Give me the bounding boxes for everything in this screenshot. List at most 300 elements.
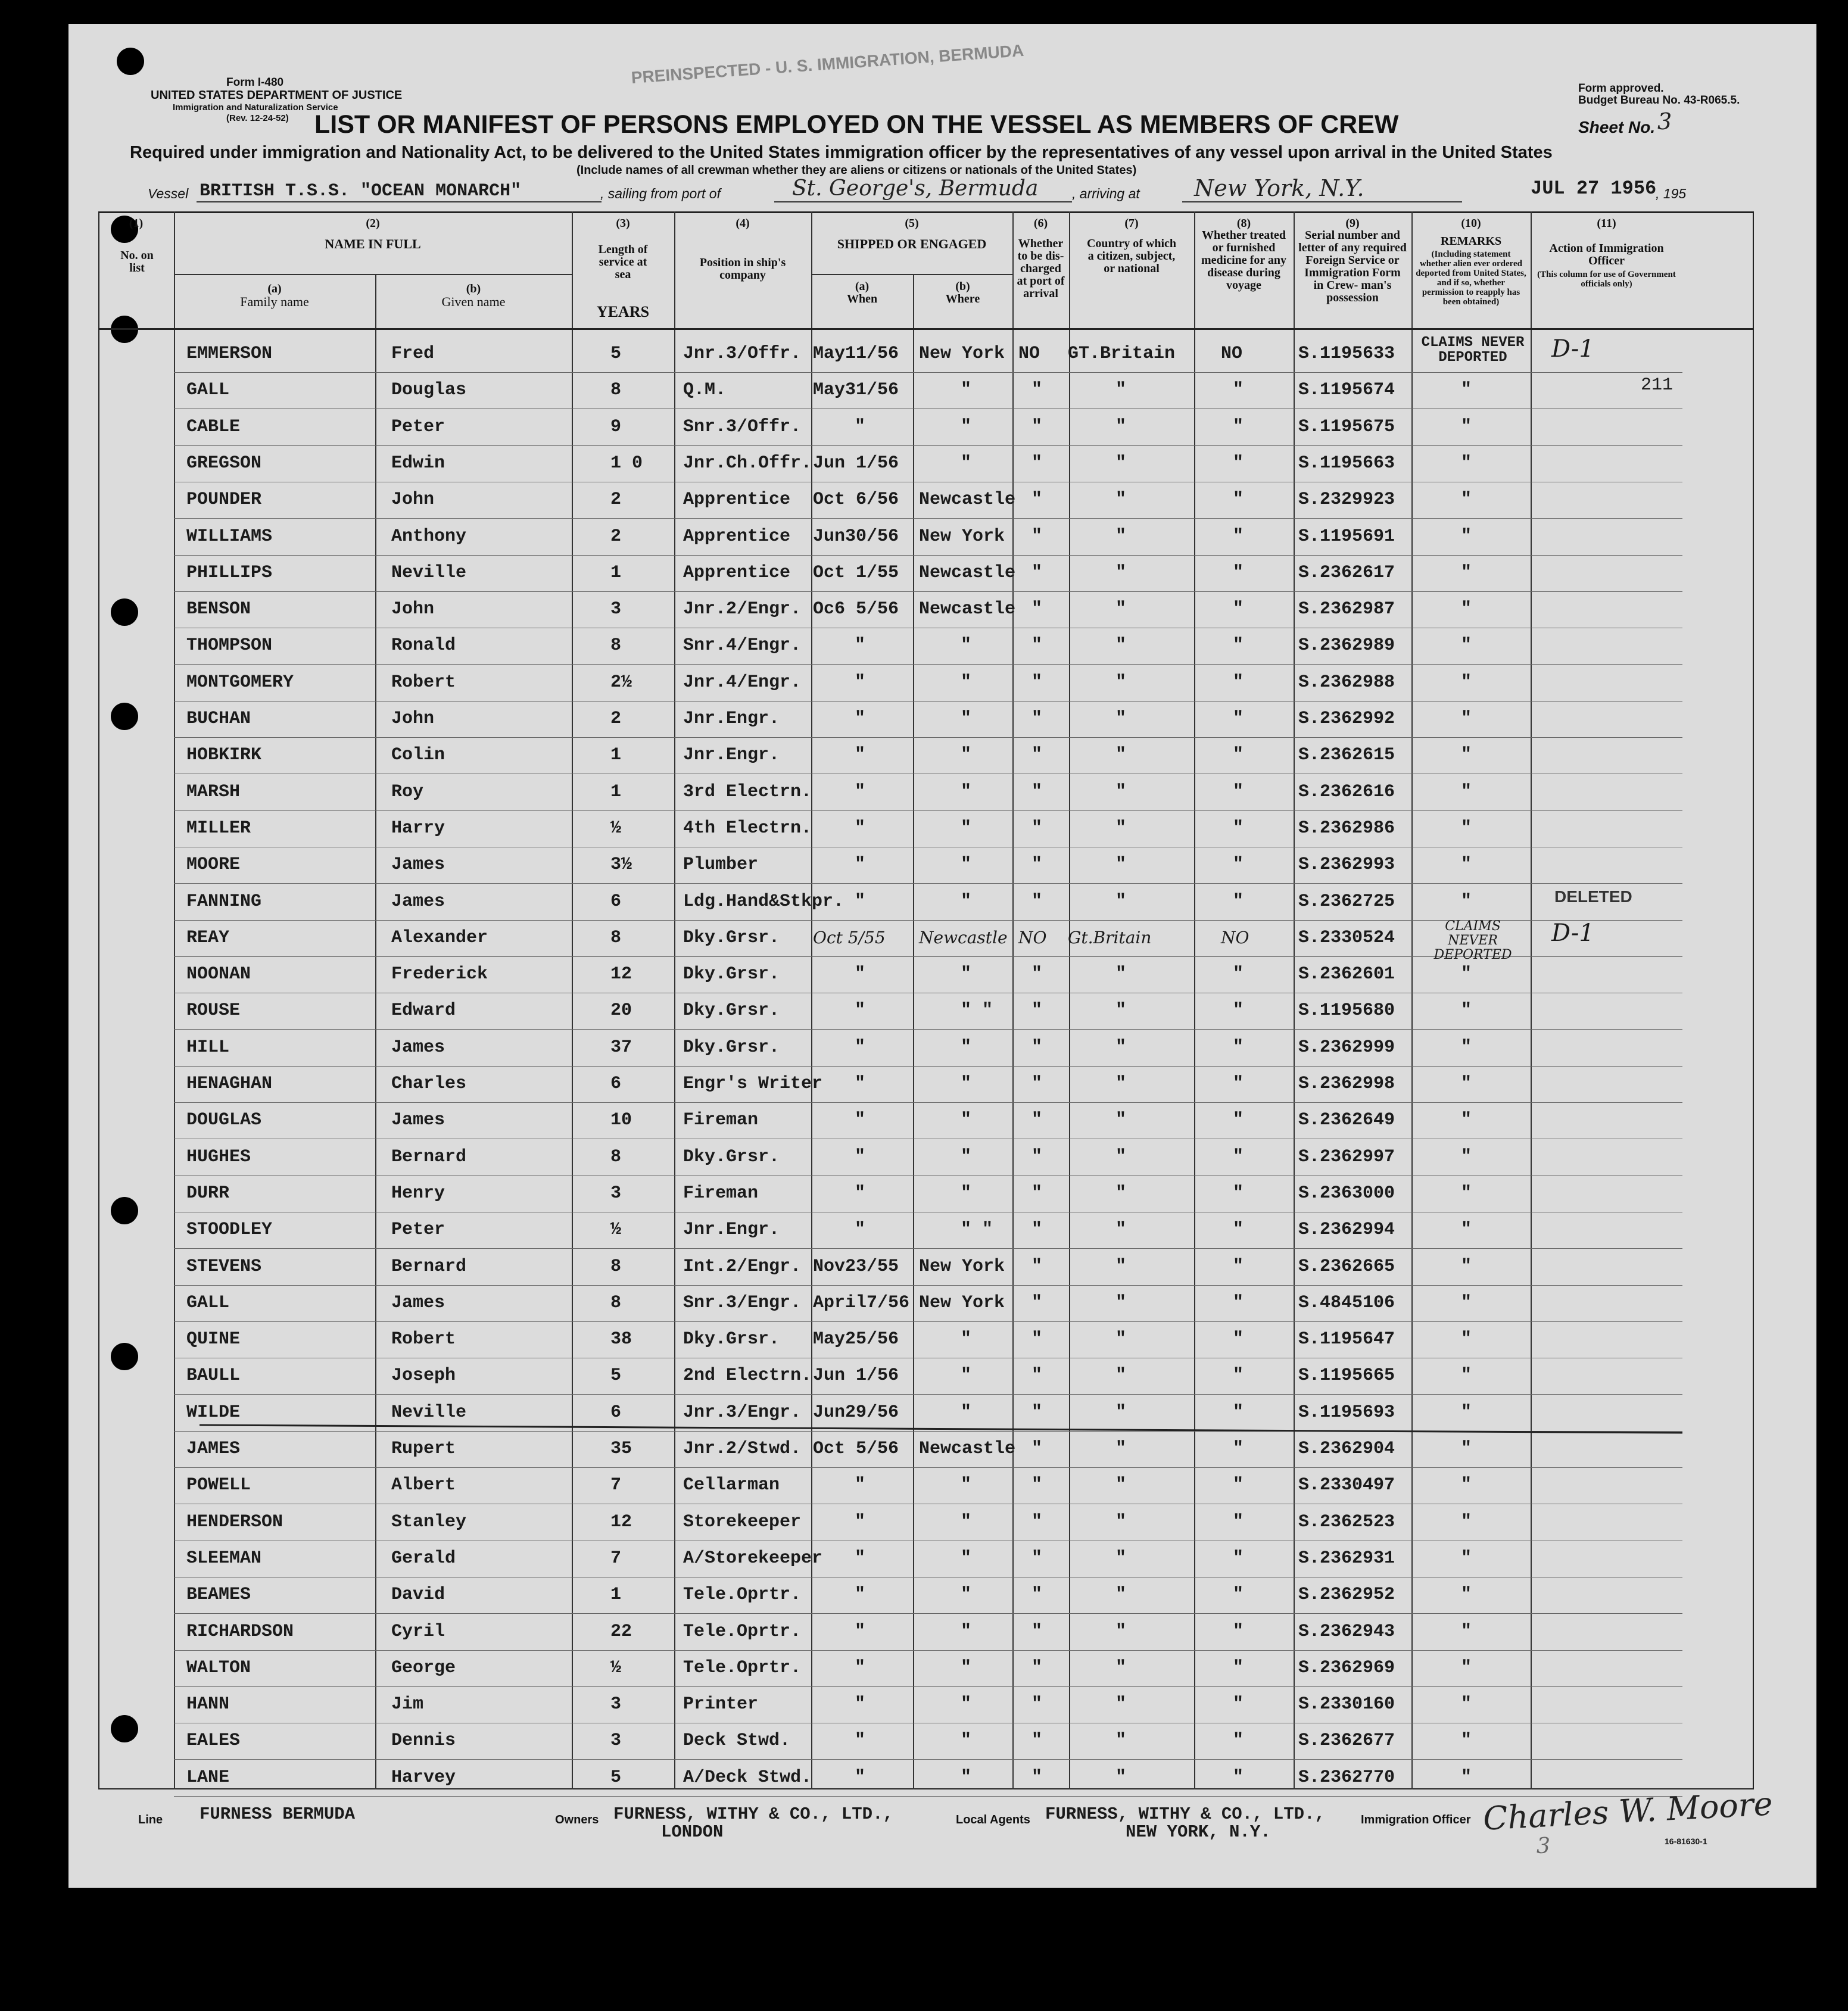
family-name-cell: POUNDER (186, 490, 262, 510)
crew-table (98, 211, 1754, 1789)
remarks-cell: " (1461, 1183, 1472, 1204)
given-name-cell: Gerald (391, 1548, 456, 1569)
family-name-cell: HENDERSON (186, 1512, 283, 1532)
discharged-cell: " (1031, 1402, 1043, 1423)
family-name-cell: CABLE (186, 417, 241, 437)
given-name-cell: Henry (391, 1183, 445, 1204)
discharged-cell: " (1031, 1475, 1043, 1495)
given-name-cell: Charles (391, 1074, 467, 1094)
medicine-cell: NO (1221, 344, 1243, 364)
discharged-cell: " (1031, 417, 1043, 437)
discharged-cell: " (1031, 1147, 1043, 1167)
serial-number-cell: S.2362952 (1298, 1585, 1395, 1605)
agents-city: NEW YORK, N.Y. (1126, 1822, 1271, 1842)
col-divider (674, 211, 675, 1789)
given-name-cell: Ronald (391, 635, 456, 656)
remarks-cell: " (1461, 453, 1472, 473)
remarks-cell: " (1461, 855, 1472, 875)
years-at-sea-cell: 2½ (610, 672, 632, 693)
remarks-cell: " (1461, 1074, 1472, 1094)
col10-note: (Including statement whether alien ever ordered deported from United States, and if so, whether permission to reapply has been obtained) (1416, 250, 1526, 307)
shipped-where-cell: " " (961, 1220, 993, 1240)
given-name-cell: James (391, 855, 445, 875)
given-name-cell: Edwin (391, 453, 445, 473)
shipped-where-cell: " " (961, 1000, 993, 1021)
medicine-cell: " (1233, 563, 1244, 583)
family-name-cell: HENAGHAN (186, 1074, 273, 1094)
family-name-cell: MILLER (186, 818, 251, 838)
serial-number-cell: S.2362616 (1298, 782, 1395, 802)
remarks-cell: " (1461, 672, 1472, 693)
remarks-cell: " (1461, 1402, 1472, 1423)
years-at-sea-cell: ½ (610, 1658, 622, 1678)
col11-note: (This column for use of Government officials only) (1537, 270, 1676, 289)
subheader-line-shipped (811, 274, 1012, 275)
position-cell: Snr.3/Engr. (683, 1293, 802, 1313)
country-cell: " (1115, 453, 1127, 473)
row-rule (174, 555, 1682, 556)
position-cell: Jnr.Engr. (683, 1220, 780, 1240)
row-rule (174, 1029, 1682, 1030)
medicine-cell: " (1233, 1585, 1244, 1605)
discharged-cell: " (1031, 563, 1043, 583)
medicine-cell: " (1233, 599, 1244, 619)
given-name-cell: Edward (391, 1000, 456, 1021)
serial-number-cell: S.2362677 (1298, 1731, 1395, 1751)
family-name-cell: HUGHES (186, 1147, 251, 1167)
family-name-cell: GREGSON (186, 453, 262, 473)
given-name-cell: Albert (391, 1475, 456, 1495)
remarks-cell: CLAIMS NEVER DEPORTED (1421, 335, 1525, 366)
row-rule (174, 810, 1682, 811)
col9-header: Serial number and letter of any required Foreign Service or Immigration Form in Crew- man's possession (1298, 229, 1407, 304)
row-rule (174, 1248, 1682, 1249)
shipped-when-cell: " (855, 818, 866, 838)
years-at-sea-cell: 1 (610, 1585, 622, 1605)
shipped-where-cell: New York (919, 1257, 1005, 1277)
medicine-cell: " (1233, 672, 1244, 693)
family-name-cell: WILDE (186, 1402, 241, 1423)
sailing-port: St. George's, Bermuda (792, 176, 1039, 201)
position-cell: Jnr.Ch.Offr. (683, 453, 812, 473)
serial-number-cell: S.2362987 (1298, 599, 1395, 619)
medicine-cell: " (1233, 1037, 1244, 1058)
shipped-when-cell: " (855, 1622, 866, 1642)
row-rule (174, 883, 1682, 884)
family-name-cell: SLEEMAN (186, 1548, 262, 1569)
discharged-cell: " (1031, 1000, 1043, 1021)
position-cell: A/Storekeeper (683, 1548, 823, 1569)
position-cell: Dky.Grsr. (683, 928, 780, 948)
given-name-cell: Joseph (391, 1365, 456, 1386)
position-cell: Dky.Grsr. (683, 1037, 780, 1058)
discharged-cell: " (1031, 1293, 1043, 1313)
country-cell: " (1115, 1694, 1127, 1714)
family-name-cell: MOORE (186, 855, 241, 875)
family-name-cell: WILLIAMS (186, 526, 273, 547)
country-cell: " (1115, 855, 1127, 875)
shipped-when-cell: " (855, 1183, 866, 1204)
shipped-where-cell: " (961, 1767, 972, 1788)
country-cell: " (1115, 891, 1127, 912)
years-at-sea-cell: 35 (610, 1439, 632, 1459)
shipped-when-cell: Nov23/55 (813, 1257, 899, 1277)
serial-number-cell: S.2362601 (1298, 964, 1395, 984)
shipped-where-cell: " (961, 635, 972, 656)
line-label: Line (138, 1813, 163, 1826)
shipped-where-cell: " (961, 1694, 972, 1714)
col2b-id: (b) (466, 282, 481, 295)
shipped-where-cell: " (961, 1329, 972, 1349)
shipped-where-cell: Newcastle (919, 928, 1008, 947)
arriving-port: New York, N.Y. (1194, 175, 1364, 201)
discharged-cell: " (1031, 1548, 1043, 1569)
serial-number-cell: S.2330524 (1298, 928, 1395, 948)
col2-header: NAME IN FULL (325, 236, 421, 251)
shipped-when-cell: " (855, 745, 866, 765)
position-cell: Engr's Writer (683, 1074, 823, 1094)
owners-name: FURNESS, WITHY & CO., LTD., (613, 1804, 893, 1824)
owners-city: LONDON (661, 1822, 724, 1842)
remarks-cell: CLAIMS NEVER DEPORTED (1433, 919, 1512, 962)
col7-header: Country of which a citizen, subject, or national (1086, 237, 1176, 275)
shipped-where-cell: " (961, 1475, 972, 1495)
country-cell: " (1115, 599, 1127, 619)
position-cell: Q.M. (683, 380, 727, 400)
subtitle: Required under immigration and Nationality Act, to be delivered to the United States immigration officer by the representatives of any vessel upon arrival in the United States (130, 143, 1553, 162)
sheet-label: Sheet No. (1578, 118, 1656, 136)
given-name-cell: James (391, 1037, 445, 1058)
shipped-when-cell: Oct 6/56 (813, 490, 899, 510)
position-cell: Printer (683, 1694, 759, 1714)
country-cell: " (1115, 1658, 1127, 1678)
medicine-cell: " (1233, 745, 1244, 765)
medicine-cell: " (1233, 635, 1244, 656)
medicine-cell: " (1233, 453, 1244, 473)
shipped-when-cell: Oct 5/56 (813, 1439, 899, 1459)
shipped-when-cell: May31/56 (813, 380, 899, 400)
col2a-id: (a) (267, 282, 282, 295)
country-cell: " (1115, 1147, 1127, 1167)
country-cell: " (1115, 1622, 1127, 1642)
remarks-cell: " (1461, 891, 1472, 912)
given-name-cell: Rupert (391, 1439, 456, 1459)
budget-bureau: Budget Bureau No. 43-R065.5. (1578, 94, 1740, 107)
country-cell: " (1115, 1439, 1127, 1459)
row-rule (174, 445, 1682, 446)
sailing-label: , sailing from port of (600, 186, 721, 201)
shipped-where-cell: New York (919, 344, 1005, 364)
serial-number-cell: S.2362931 (1298, 1548, 1395, 1569)
col1-header: No. on list (120, 249, 154, 275)
col-divider (1012, 211, 1014, 1789)
given-name-cell: Colin (391, 745, 445, 765)
given-name-cell: George (391, 1658, 456, 1678)
years-at-sea-cell: 2 (610, 709, 622, 729)
medicine-cell: " (1233, 1731, 1244, 1751)
given-name-cell: Roy (391, 782, 424, 802)
remarks-cell: " (1461, 782, 1472, 802)
years-at-sea-cell: ½ (610, 818, 622, 838)
medicine-cell: " (1233, 1548, 1244, 1569)
family-name-cell: QUINE (186, 1329, 241, 1349)
country-cell: " (1115, 1293, 1127, 1313)
years-at-sea-cell: 8 (610, 380, 622, 400)
serial-number-cell: S.1195675 (1298, 417, 1395, 437)
serial-number-cell: S.2362992 (1298, 709, 1395, 729)
given-name-cell: Bernard (391, 1257, 467, 1277)
page-title: LIST OR MANIFEST OF PERSONS EMPLOYED ON THE VESSEL AS MEMBERS OF CREW (314, 110, 1399, 139)
shipped-when-cell: " (855, 1512, 866, 1532)
shipped-when-cell: Jun30/56 (813, 526, 899, 547)
country-cell: " (1115, 380, 1127, 400)
shipped-where-cell: " (961, 1731, 972, 1751)
medicine-cell: " (1233, 1329, 1244, 1349)
family-name-cell: BEAMES (186, 1585, 251, 1605)
given-name-cell: Jim (391, 1694, 424, 1714)
position-cell: Tele.Oprtr. (683, 1658, 802, 1678)
remarks-cell: " (1461, 1257, 1472, 1277)
remarks-cell: " (1461, 1147, 1472, 1167)
family-name-cell: RICHARDSON (186, 1622, 294, 1642)
years-at-sea-cell: 3 (610, 1694, 622, 1714)
medicine-cell: " (1233, 1622, 1244, 1642)
discharged-cell: " (1031, 1767, 1043, 1788)
remarks-cell: " (1461, 380, 1472, 400)
discharged-cell: " (1031, 1439, 1043, 1459)
country-cell: " (1115, 709, 1127, 729)
shipped-when-cell: April7/56 (813, 1293, 910, 1313)
owners-label: Owners (555, 1813, 599, 1826)
officer-action-cell: 211 (1641, 375, 1674, 395)
given-name-cell: James (391, 891, 445, 912)
remarks-cell: " (1461, 1585, 1472, 1605)
family-name-cell: LANE (186, 1767, 230, 1788)
country-cell: " (1115, 635, 1127, 656)
medicine-cell: " (1233, 1110, 1244, 1130)
given-name-cell: Neville (391, 563, 467, 583)
given-name-cell: John (391, 599, 435, 619)
remarks-cell: " (1461, 1110, 1472, 1130)
years-at-sea-cell: 1 (610, 782, 622, 802)
medicine-cell: " (1233, 1293, 1244, 1313)
medicine-cell: " (1233, 1767, 1244, 1788)
row-rule (174, 518, 1682, 519)
discharged-cell: " (1031, 1257, 1043, 1277)
shipped-when-cell: Jun29/56 (813, 1402, 899, 1423)
medicine-cell: " (1233, 1475, 1244, 1495)
discharged-cell: " (1031, 782, 1043, 802)
given-name-cell: Douglas (391, 380, 467, 400)
remarks-cell: " (1461, 1512, 1472, 1532)
serial-number-cell: S.2362649 (1298, 1110, 1395, 1130)
country-cell: " (1115, 526, 1127, 547)
remarks-cell: " (1461, 964, 1472, 984)
shipped-when-cell: Oct 1/55 (813, 563, 899, 583)
shipped-when-cell: " (855, 964, 866, 984)
discharged-cell: " (1031, 1658, 1043, 1678)
shipped-where-cell: " (961, 1548, 972, 1569)
given-name-cell: John (391, 709, 435, 729)
col-divider (1411, 211, 1413, 1789)
col5-header: SHIPPED OR ENGAGED (837, 236, 987, 251)
serial-number-cell: S.1195691 (1298, 526, 1395, 547)
revision: (Rev. 12-24-52) (226, 113, 289, 123)
row-rule (174, 1321, 1682, 1322)
col6-number: (6) (1033, 217, 1048, 230)
col10-header: REMARKS (1440, 235, 1502, 248)
serial-number-cell: S.2362997 (1298, 1147, 1395, 1167)
family-name-cell: REAY (186, 928, 230, 948)
country-cell: " (1115, 1110, 1127, 1130)
country-cell: " (1115, 417, 1127, 437)
years-at-sea-cell: 10 (610, 1110, 632, 1130)
discharged-cell: " (1031, 1329, 1043, 1349)
discharged-cell: " (1031, 855, 1043, 875)
given-name-cell: Harvey (391, 1767, 456, 1788)
remarks-cell: " (1461, 526, 1472, 547)
remarks-cell: " (1461, 1658, 1472, 1678)
medicine-cell: " (1233, 818, 1244, 838)
shipped-when-cell: " (855, 1658, 866, 1678)
year-suffix: , 195 (1656, 186, 1687, 201)
country-cell: " (1115, 1512, 1127, 1532)
shipped-where-cell: " (961, 380, 972, 400)
serial-number-cell: S.1195633 (1298, 344, 1395, 364)
medicine-cell: " (1233, 1439, 1244, 1459)
serial-number-cell: S.1195665 (1298, 1365, 1395, 1386)
family-name-cell: BAULL (186, 1365, 241, 1386)
family-name-cell: GALL (186, 1293, 230, 1313)
family-name-cell: GALL (186, 380, 230, 400)
position-cell: Snr.4/Engr. (683, 635, 802, 656)
family-name-cell: WALTON (186, 1658, 251, 1678)
position-cell: Apprentice (683, 490, 791, 510)
family-name-cell: HOBKIRK (186, 745, 262, 765)
family-name-cell: NOONAN (186, 964, 251, 984)
position-cell: Dky.Grsr. (683, 1147, 780, 1167)
position-cell: 4th Electrn. (683, 818, 812, 838)
shipped-when-cell: " (855, 672, 866, 693)
position-cell: Jnr.2/Engr. (683, 599, 802, 619)
discharged-cell: " (1031, 745, 1043, 765)
discharged-cell: " (1031, 1731, 1043, 1751)
remarks-cell: " (1461, 1037, 1472, 1058)
col5b-id: (b) (955, 280, 970, 293)
years-at-sea-cell: ½ (610, 1220, 622, 1240)
shipped-when-cell: " (855, 1548, 866, 1569)
shipped-when-cell: " (855, 891, 866, 912)
punch-hole (117, 48, 144, 75)
country-cell: " (1115, 1183, 1127, 1204)
discharged-cell: " (1031, 1622, 1043, 1642)
shipped-where-cell: " (961, 1402, 972, 1423)
position-cell: Int.2/Engr. (683, 1257, 802, 1277)
country-cell: " (1115, 1548, 1127, 1569)
remarks-cell: " (1461, 1767, 1472, 1788)
remarks-cell: " (1461, 1439, 1472, 1459)
shipped-when-cell: " (855, 1110, 866, 1130)
discharged-cell: " (1031, 709, 1043, 729)
position-cell: Jnr.3/Engr. (683, 1402, 802, 1423)
col2a-header: Family name (240, 294, 309, 309)
include-note: (Include names of all crewman whether they are aliens or citizens or nationals of the United States) (576, 164, 1137, 177)
shipped-where-cell: New York (919, 1293, 1005, 1313)
remarks-cell: " (1461, 1475, 1472, 1495)
shipped-when-cell: Oc6 5/56 (813, 599, 899, 619)
years-at-sea-cell: 5 (610, 1767, 622, 1788)
discharged-cell: NO (1018, 344, 1040, 364)
medicine-cell: " (1233, 1147, 1244, 1167)
discharged-cell: NO (1018, 928, 1047, 947)
medicine-cell: " (1233, 1000, 1244, 1021)
col9-number: (9) (1345, 217, 1360, 230)
remarks-cell: " (1461, 417, 1472, 437)
family-name-cell: MONTGOMERY (186, 672, 294, 693)
shipped-when-cell: May11/56 (813, 344, 899, 364)
years-at-sea-cell: 7 (610, 1475, 622, 1495)
position-cell: Plumber (683, 855, 759, 875)
given-name-cell: Peter (391, 1220, 445, 1240)
row-rule (174, 591, 1682, 592)
shipped-where-cell: " (961, 1585, 972, 1605)
col-divider (1531, 211, 1532, 1789)
shipped-when-cell: " (855, 1731, 866, 1751)
serial-number-cell: S.2362523 (1298, 1512, 1395, 1532)
country-cell: Gt.Britain (1068, 928, 1152, 947)
given-name-cell: Peter (391, 417, 445, 437)
col4-number: (4) (736, 217, 750, 230)
shipped-when-cell: " (855, 1074, 866, 1094)
print-code: 16-81630-1 (1665, 1837, 1707, 1846)
medicine-cell: " (1233, 855, 1244, 875)
department: UNITED STATES DEPARTMENT OF JUSTICE (151, 89, 403, 102)
serial-number-cell: S.2362725 (1298, 891, 1395, 912)
family-name-cell: MARSH (186, 782, 241, 802)
years-at-sea-cell: 3 (610, 1731, 622, 1751)
country-cell: " (1115, 1767, 1127, 1788)
shipped-where-cell: " (961, 891, 972, 912)
position-cell: Cellarman (683, 1475, 780, 1495)
given-name-cell: David (391, 1585, 445, 1605)
discharged-cell: " (1031, 964, 1043, 984)
family-name-cell: ROUSE (186, 1000, 241, 1021)
row-rule (174, 1686, 1682, 1687)
serial-number-cell: S.2363000 (1298, 1183, 1395, 1204)
col5b-header: Where (945, 292, 980, 305)
discharged-cell: " (1031, 1037, 1043, 1058)
row-rule (174, 1066, 1682, 1067)
country-cell: " (1115, 1220, 1127, 1240)
family-name-cell: BUCHAN (186, 709, 251, 729)
col-divider (174, 211, 175, 1789)
years-at-sea-cell: 20 (610, 1000, 632, 1021)
discharged-cell: " (1031, 1694, 1043, 1714)
row-rule (174, 1759, 1682, 1760)
page-mark: 3 (1537, 1834, 1550, 1859)
col10-number: (10) (1461, 217, 1481, 230)
position-cell: Tele.Oprtr. (683, 1622, 802, 1642)
col2b-header: Given name (441, 294, 506, 309)
table-frame (98, 211, 1754, 1789)
family-name-cell: POWELL (186, 1475, 251, 1495)
shipped-where-cell: " (961, 818, 972, 838)
discharged-cell: " (1031, 635, 1043, 656)
given-name-cell: Frederick (391, 964, 488, 984)
shipped-where-cell: " (961, 1074, 972, 1094)
col5a-header: When (846, 292, 878, 305)
serial-number-cell: S.2362969 (1298, 1658, 1395, 1678)
